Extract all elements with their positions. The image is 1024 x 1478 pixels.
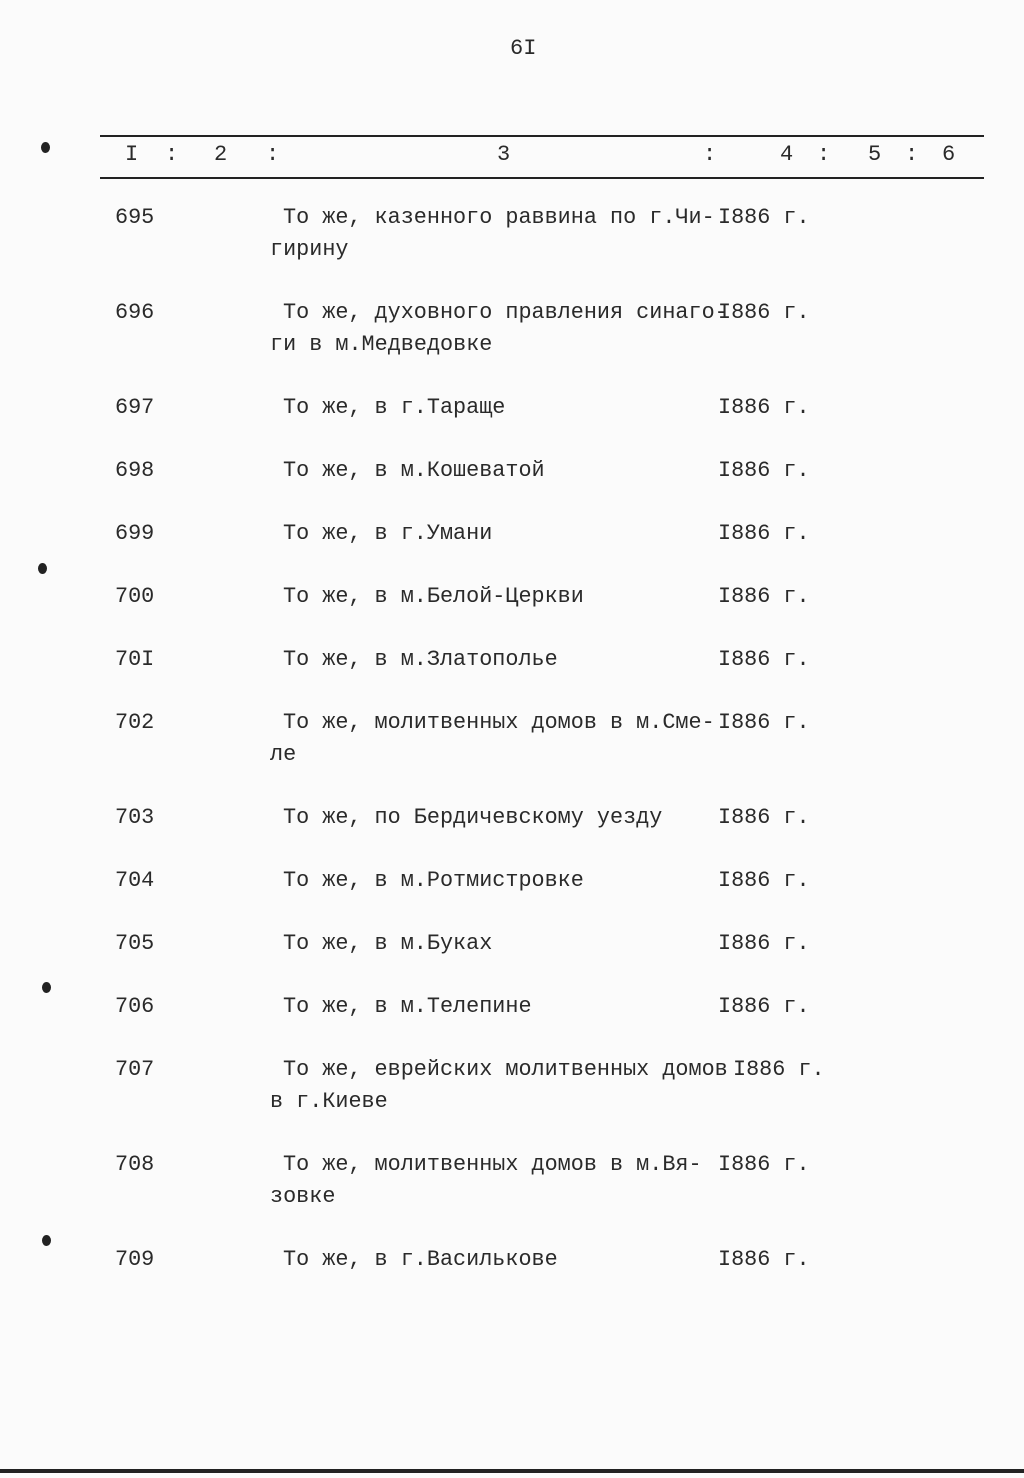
record-number: 696 <box>115 300 155 325</box>
record-year: I886 г. <box>718 300 810 325</box>
record-title <box>270 802 1024 834</box>
record-year: I886 г. <box>718 805 810 830</box>
record-title <box>270 1054 1024 1118</box>
table-row <box>0 455 1024 487</box>
record-title-line-1: То же, в г.Таращe <box>283 395 506 420</box>
record-number: 705 <box>115 931 155 956</box>
col-separator: : <box>817 142 831 167</box>
table-row <box>0 518 1024 550</box>
record-title-line-1: То же, казенного раввина по г.Чи- <box>283 205 715 230</box>
record-year: I886 г. <box>718 994 810 1019</box>
col-separator: : <box>165 142 179 167</box>
col-separator: : <box>703 142 717 167</box>
record-title-line-1: То же, по Бердичевскому уезду <box>283 805 663 830</box>
record-number: 699 <box>115 521 155 546</box>
table-row <box>0 928 1024 960</box>
col-header-1: I <box>125 142 139 167</box>
record-title-line-1: То же, молитвенных домов в м.Сме- <box>283 710 715 735</box>
record-number: 706 <box>115 994 155 1019</box>
record-year: I886 г. <box>718 868 810 893</box>
record-title-line-1: То же, в г.Василькове <box>283 1247 558 1272</box>
record-number: 695 <box>115 205 155 230</box>
record-number: 70I <box>115 647 155 672</box>
record-year: I886 г. <box>718 1152 810 1177</box>
record-year: I886 г. <box>718 205 810 230</box>
record-year: I886 г. <box>718 710 810 735</box>
record-title-line-2: гирину <box>270 237 349 262</box>
col-separator: : <box>905 142 919 167</box>
record-title <box>270 865 1024 897</box>
record-title-line-1: То же, в м.Златополье <box>283 647 558 672</box>
record-title-line-2: ле <box>270 742 297 767</box>
header-top-rule <box>100 135 984 137</box>
record-title-line-1: То же, еврейских молитвенных домов <box>283 1057 728 1082</box>
record-number: 702 <box>115 710 155 735</box>
record-title <box>270 991 1024 1023</box>
record-title <box>270 202 1024 266</box>
col-separator: : <box>266 142 280 167</box>
record-title <box>270 1149 1024 1213</box>
col-header-5: 5 <box>868 142 882 167</box>
col-header-6: 6 <box>942 142 956 167</box>
record-year: I886 г. <box>733 1057 825 1082</box>
record-year: I886 г. <box>718 584 810 609</box>
header-bottom-rule <box>100 177 984 179</box>
page-number: 6I <box>510 36 537 61</box>
punch-hole-mark <box>41 142 50 153</box>
table-row <box>0 297 1024 361</box>
page-bottom-edge <box>0 1469 1024 1473</box>
record-number: 708 <box>115 1152 155 1177</box>
table-row <box>0 202 1024 266</box>
record-title-line-2: ги в м.Медведовке <box>270 332 493 357</box>
record-title <box>270 928 1024 960</box>
col-header-3: 3 <box>497 142 511 167</box>
record-year: I886 г. <box>718 931 810 956</box>
record-title <box>270 1244 1024 1276</box>
record-title-line-1: То же, в м.Буках <box>283 931 493 956</box>
table-row <box>0 991 1024 1023</box>
record-title-line-2: зовке <box>270 1184 336 1209</box>
record-title <box>270 297 1024 361</box>
record-number: 700 <box>115 584 155 609</box>
record-year: I886 г. <box>718 647 810 672</box>
record-title <box>270 455 1024 487</box>
table-row <box>0 581 1024 613</box>
record-number: 697 <box>115 395 155 420</box>
record-title-line-1: То же, в м.Кошеватой <box>283 458 545 483</box>
record-number: 704 <box>115 868 155 893</box>
record-title-line-1: То же, в м.Телепине <box>283 994 532 1019</box>
record-number: 709 <box>115 1247 155 1272</box>
record-title <box>270 392 1024 424</box>
record-title-line-1: То же, молитвенных домов в м.Вя- <box>283 1152 702 1177</box>
record-title-line-1: То же, духовного правления синаго- <box>283 300 728 325</box>
record-title <box>270 644 1024 676</box>
record-year: I886 г. <box>718 1247 810 1272</box>
record-number: 707 <box>115 1057 155 1082</box>
table-row <box>0 644 1024 676</box>
table-row <box>0 1054 1024 1118</box>
table-body <box>0 202 1024 1307</box>
record-title <box>270 707 1024 771</box>
col-header-4: 4 <box>780 142 794 167</box>
record-year: I886 г. <box>718 395 810 420</box>
table-row <box>0 707 1024 771</box>
record-title-line-1: То же, в м.Ротмистровке <box>283 868 584 893</box>
record-title-line-1: То же, в м.Белой-Церкви <box>283 584 584 609</box>
record-year: I886 г. <box>718 458 810 483</box>
table-row <box>0 1149 1024 1213</box>
record-number: 703 <box>115 805 155 830</box>
col-header-2: 2 <box>214 142 228 167</box>
record-title-line-2: в г.Киеве <box>270 1089 388 1114</box>
record-title <box>270 518 1024 550</box>
record-number: 698 <box>115 458 155 483</box>
table-row <box>0 392 1024 424</box>
record-title-line-1: То же, в г.Умани <box>283 521 493 546</box>
table-row <box>0 802 1024 834</box>
record-year: I886 г. <box>718 521 810 546</box>
table-row <box>0 1244 1024 1276</box>
table-row <box>0 865 1024 897</box>
record-title <box>270 581 1024 613</box>
